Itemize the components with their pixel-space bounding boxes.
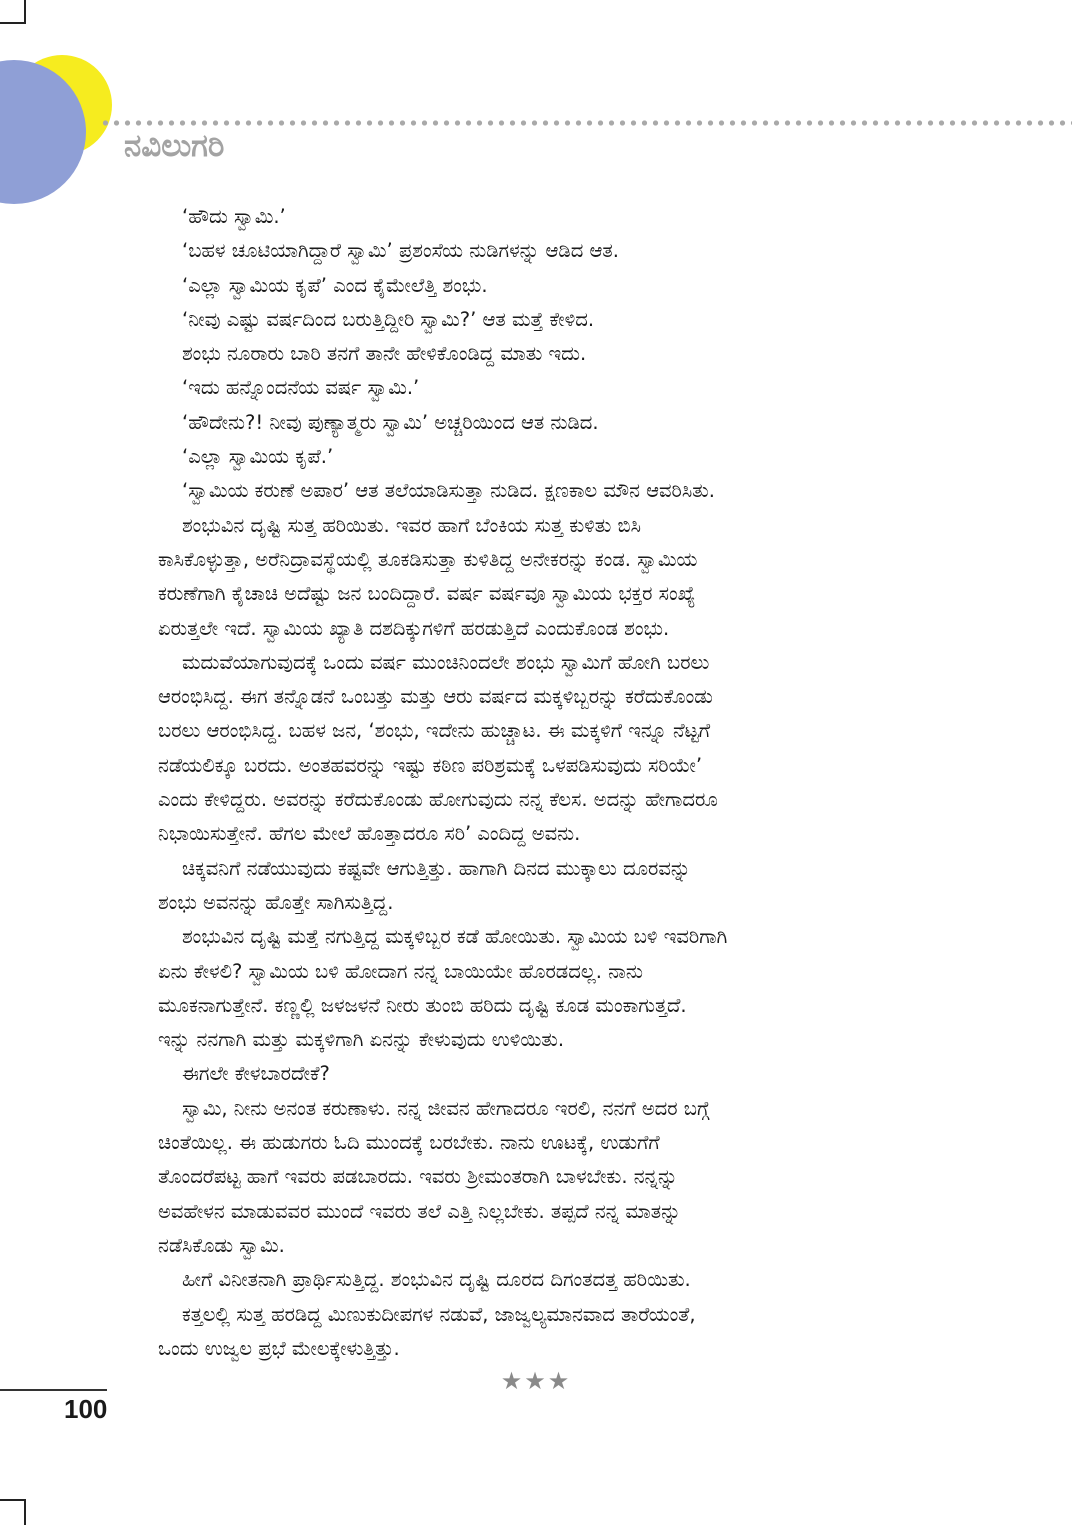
text-line: ‘ಬಹಳ ಚೂಟಿಯಾಗಿದ್ದಾರೆ ಸ್ವಾಮಿ’ ಪ್ರಶಂಸೆಯ ನುಡಿಗಳನ್ನು ಆಡಿದ ಆತ.	[182, 239, 619, 263]
text-line: ಶಂಭು ನೂರಾರು ಬಾರಿ ತನಗೆ ತಾನೇ ಹೇಳಿಕೊಂಡಿದ್ದ ಮಾತು ಇದು.	[182, 342, 587, 366]
text-line: ಚಿಂತೆಯಿಲ್ಲ. ಈ ಹುಡುಗರು ಓದಿ ಮುಂದಕ್ಕೆ ಬರಬೇಕು. ನಾನು ಊಟಕ್ಕೆ, ಉಡುಗೆಗೆ	[158, 1131, 660, 1155]
running-head: ನವಿಲುಗರಿ	[124, 128, 225, 164]
body-text	[158, 200, 910, 1366]
text-line: ತೊಂದರೆಪಟ್ಟ ಹಾಗೆ ಇವರು ಪಡಬಾರದು. ಇವರು ಶ್ರೀಮಂತರಾಗಿ ಬಾಳಬೇಕು. ನನ್ನನ್ನು	[158, 1165, 678, 1189]
text-line: ‘ಎಲ್ಲಾ ಸ್ವಾಮಿಯ ಕೃಪೆ.’	[182, 445, 334, 469]
text-line: ಶಂಭು ಅವನನ್ನು ಹೊತ್ತೇ ಸಾಗಿಸುತ್ತಿದ್ದ.	[158, 890, 394, 914]
text-line: ಏರುತ್ತಲೇ ಇದೆ. ಸ್ವಾಮಿಯ ಖ್ಯಾತಿ ದಶದಿಕ್ಕುಗಳಿಗೆ ಹರಡುತ್ತಿದೆ ಎಂದುಕೊಂಡ ಶಂಭು.	[158, 616, 670, 640]
text-line: ‘ಇದು ಹನ್ನೊಂದನೆಯ ವರ್ಷ ಸ್ವಾಮಿ.’	[182, 376, 420, 400]
folio-rule	[0, 1389, 107, 1391]
text-line: ಆರಂಭಿಸಿದ್ದ. ಈಗ ತನ್ನೊಡನೆ ಒಂಬತ್ತು ಮತ್ತು ಆರು ವರ್ಷದ ಮಕ್ಕಳಿಬ್ಬರನ್ನು ಕರೆದುಕೊಂಡು	[158, 685, 713, 709]
text-line: ‘ಎಲ್ಲಾ ಸ್ವಾಮಿಯ ಕೃಪೆ’ ಎಂದ ಕೈಮೇಲೆತ್ತಿ ಶಂಭು.	[182, 273, 488, 297]
text-line: ಕರುಣೆಗಾಗಿ ಕೈಚಾಚಿ ಅದೆಷ್ಟು ಜನ ಬಂದಿದ್ದಾರೆ. ವರ್ಷ ವರ್ಷವೂ ಸ್ವಾಮಿಯ ಭಕ್ತರ ಸಂಖ್ಯೆ	[158, 582, 696, 606]
text-line: ನಿಭಾಯಿಸುತ್ತೇನೆ. ಹೆಗಲ ಮೇಲೆ ಹೊತ್ತಾದರೂ ಸರಿ’ ಎಂದಿದ್ದ ಅವನು.	[158, 822, 581, 846]
section-break-stars: ★★★	[500, 1367, 572, 1395]
text-line: ಏನು ಕೇಳಲಿ? ಸ್ವಾಮಿಯ ಬಳಿ ಹೋದಾಗ ನನ್ನ ಬಾಯಿಯೇ ಹೊರಡದಲ್ಲ. ನಾನು	[158, 959, 643, 983]
text-line: ಹೀಗೆ ವಿನೀತನಾಗಿ ಪ್ರಾರ್ಥಿಸುತ್ತಿದ್ದ. ಶಂಭುವಿನ ದೃಷ್ಟಿ ದೂರದ ದಿಗಂತದತ್ತ ಹರಿಯಿತು.	[182, 1268, 691, 1292]
text-line: ನಡೆಯಲಿಕ್ಕೂ ಬರದು. ಅಂತಹವರನ್ನು ಇಷ್ಟು ಕಠಿಣ ಪರಿಶ್ರಮಕ್ಕೆ ಒಳಪಡಿಸುವುದು ಸರಿಯೇ’	[158, 753, 703, 777]
text-line: ‘ಹೌದೇನು?! ನೀವು ಪುಣ್ಯಾತ್ಮರು ಸ್ವಾಮಿ’ ಅಚ್ಚರಿಯಿಂದ ಆತ ನುಡಿದ.	[182, 410, 599, 434]
crop-mark-top-vertical	[24, 0, 26, 24]
text-line: ಒಂದು ಉಜ್ವಲ ಪ್ರಭೆ ಮೇಲಕ್ಕೇಳುತ್ತಿತ್ತು.	[158, 1336, 400, 1360]
crop-mark-top-horizontal	[0, 22, 26, 24]
text-line: ಕಾಸಿಕೊಳ್ಳುತ್ತಾ, ಅರೆನಿದ್ರಾವಸ್ಥೆಯಲ್ಲಿ ತೂಕಡಿಸುತ್ತಾ ಕುಳಿತಿದ್ದ ಅನೇಕರನ್ನು ಕಂಡ. ಸ್ವಾಮಿಯ	[158, 547, 698, 571]
text-line: ಎಂದು ಕೇಳಿದ್ದರು. ಅವರನ್ನು ಕರೆದುಕೊಂಡು ಹೋಗುವುದು ನನ್ನ ಕೆಲಸ. ಅದನ್ನು ಹೇಗಾದರೂ	[158, 788, 718, 812]
text-line: ಮೂಕನಾಗುತ್ತೇನೆ. ಕಣ್ಣಲ್ಲಿ ಜಳಜಳನೆ ನೀರು ತುಂಬಿ ಹರಿದು ದೃಷ್ಟಿ ಕೂಡ ಮಂಕಾಗುತ್ತದೆ.	[158, 993, 687, 1017]
text-line: ಈಗಲೇ ಕೇಳಬಾರದೇಕೆ?	[182, 1062, 330, 1086]
text-line: ನಡೆಸಿಕೊಡು ಸ್ವಾಮಿ.	[158, 1233, 285, 1257]
text-line: ‘ನೀವು ಎಷ್ಟು ವರ್ಷದಿಂದ ಬರುತ್ತಿದ್ದೀರಿ ಸ್ವಾಮಿ?’ ಆತ ಮತ್ತೆ ಕೇಳಿದ.	[182, 307, 595, 331]
text-line: ಶಂಭುವಿನ ದೃಷ್ಟಿ ಮತ್ತೆ ನಗುತ್ತಿದ್ದ ಮಕ್ಕಳಿಬ್ಬರ ಕಡೆ ಹೋಯಿತು. ಸ್ವಾಮಿಯ ಬಳಿ ಇವರಿಗಾಗಿ	[182, 925, 728, 949]
text-line: ಕತ್ತಲಲ್ಲಿ ಸುತ್ತ ಹರಡಿದ್ದ ಮಿಣುಕುದೀಪಗಳ ನಡುವೆ, ಜಾಜ್ವಲ್ಯಮಾನವಾದ ತಾರೆಯಂತೆ,	[182, 1302, 696, 1326]
text-line: ಮದುವೆಯಾಗುವುದಕ್ಕೆ ಒಂದು ವರ್ಷ ಮುಂಚಿನಿಂದಲೇ ಶಂಭು ಸ್ವಾಮಿಗೆ ಹೋಗಿ ಬರಲು	[182, 650, 710, 674]
text-line: ಅವಹೇಳನ ಮಾಡುವವರ ಮುಂದೆ ಇವರು ತಲೆ ಎತ್ತಿ ನಿಲ್ಲಬೇಕು. ತಪ್ಪದೆ ನನ್ನ ಮಾತನ್ನು	[158, 1199, 681, 1223]
text-line: ಶಂಭುವಿನ ದೃಷ್ಟಿ ಸುತ್ತ ಹರಿಯಿತು. ಇವರ ಹಾಗೆ ಬೆಂಕಿಯ ಸುತ್ತ ಕುಳಿತು ಬಿಸಿ	[182, 513, 642, 537]
text-line: ಬರಲು ಆರಂಭಿಸಿದ್ದ. ಬಹಳ ಜನ, ‘ಶಂಭು, ಇದೇನು ಹುಚ್ಚಾಟ. ಈ ಮಕ್ಕಳಿಗೆ ಇನ್ನೂ ನೆಟ್ಟಗೆ	[158, 719, 711, 743]
text-line: ಚಿಕ್ಕವನಿಗೆ ನಡೆಯುವುದು ಕಷ್ಟವೇ ಆಗುತ್ತಿತ್ತು. ಹಾಗಾಗಿ ದಿನದ ಮುಕ್ಕಾಲು ದೂರವನ್ನು	[182, 856, 691, 880]
dotted-rule	[100, 119, 1072, 127]
text-line: ‘ಹೌದು ಸ್ವಾಮಿ.’	[182, 205, 286, 228]
text-line: ‘ಸ್ವಾಮಿಯ ಕರುಣೆ ಅಪಾರ’ ಆತ ತಲೆಯಾಡಿಸುತ್ತಾ ನುಡಿದ. ಕ್ಷಣಕಾಲ ಮೌನ ಆವರಿಸಿತು.	[182, 479, 715, 503]
page-number: 100	[64, 1394, 108, 1424]
crop-mark-bottom-vertical	[24, 1499, 26, 1525]
text-line: ಇನ್ನು ನನಗಾಗಿ ಮತ್ತು ಮಕ್ಕಳಿಗಾಗಿ ಏನನ್ನು ಕೇಳುವುದು ಉಳಿಯಿತು.	[158, 1028, 565, 1052]
text-line: ಸ್ವಾಮಿ, ನೀನು ಅನಂತ ಕರುಣಾಳು. ನನ್ನ ಜೀವನ ಹೇಗಾದರೂ ಇರಲಿ, ನನಗೆ ಅದರ ಬಗ್ಗೆ	[182, 1096, 710, 1120]
crop-mark-bottom-horizontal	[0, 1499, 26, 1501]
